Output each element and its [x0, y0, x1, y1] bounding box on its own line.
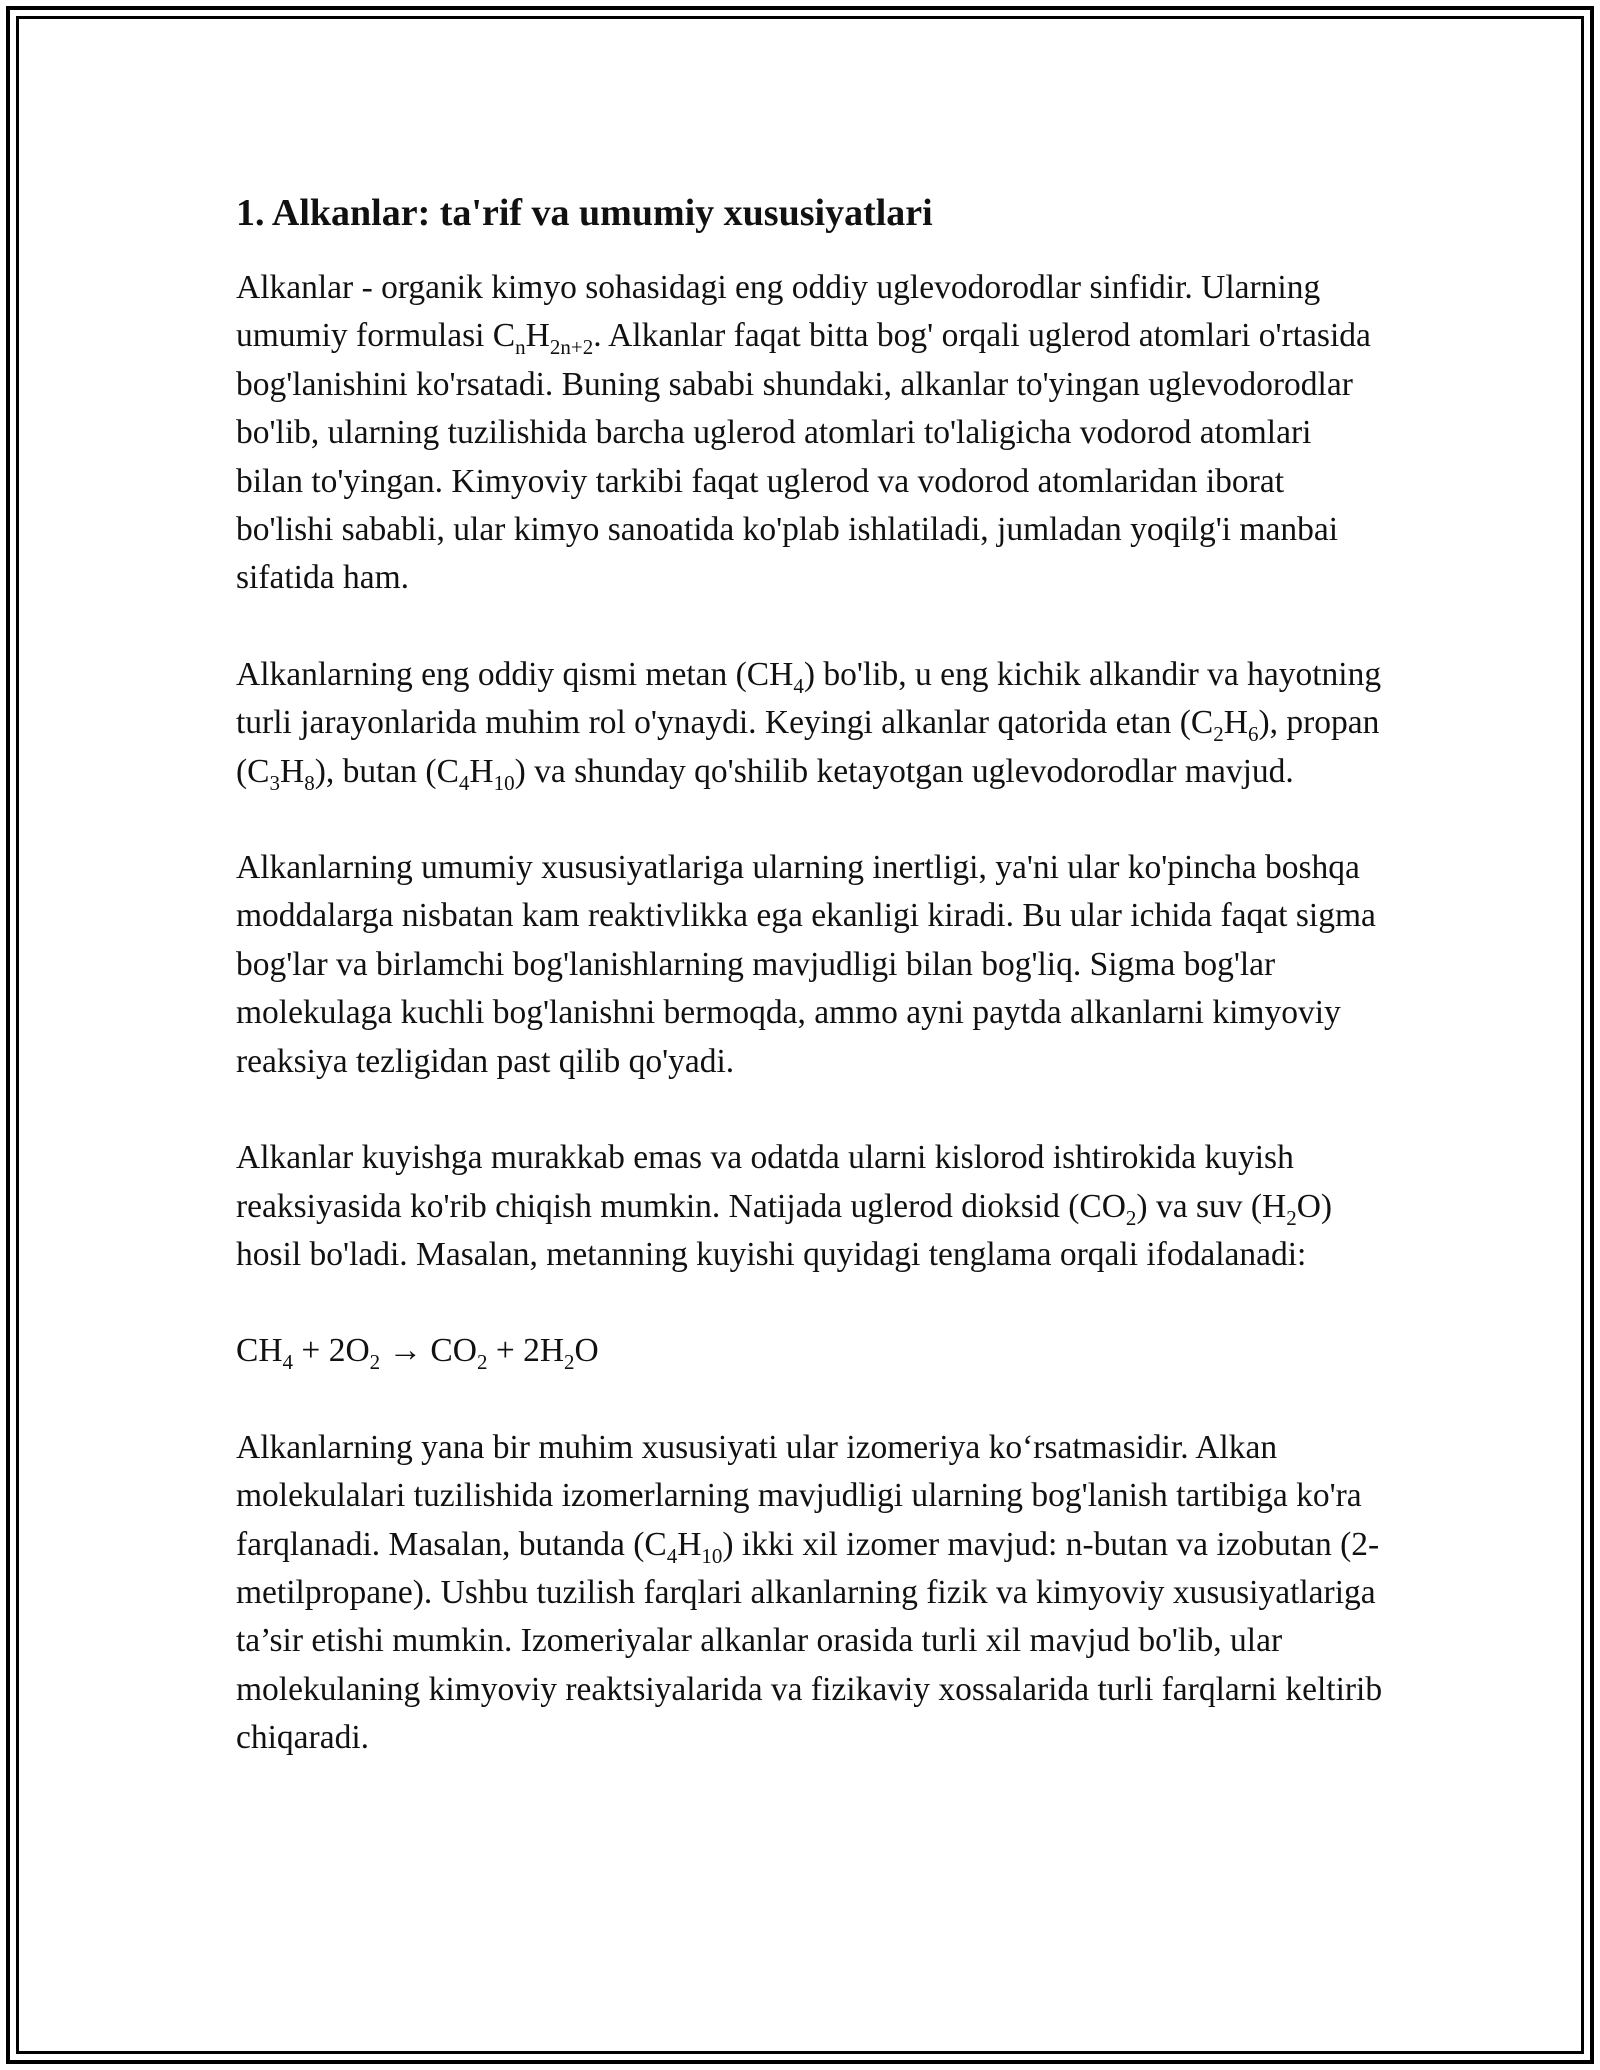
- section-heading: 1. Alkanlar: ta'rif va umumiy xususiyatlari: [236, 192, 933, 234]
- paragraph-definition: Alkanlar - organik kimyo sohasidagi eng oddiy uglevodorodlar sinfidir. Ularning umumiy formulasi $C_nH_{2n+2}$. Alkanlar faqat bitta bog' orqali uglerod atomlari o'rtasida bog'lanishini ko'rsatadi. Buning sababi shundaki, alkanlar to'yingan uglevodorodlar bo'lib, ularning tuzilishida barcha uglerod atomlari to'laligicha vodorod atomlari bilan to'yingan. Kimyoviy tarkibi faqat uglerod va vodorod atomlaridan iborat bo'lishi sababli, ular kimyo sanoatida ko'plab ishlatiladi, jumladan yoqilg'i manbai sifatida ham.: [236, 269, 1371, 597]
- paragraph-examples: Alkanlarning eng oddiy qismi metan $(CH_4)$ bo'lib, u eng kichik alkandir va hayotning turli jarayonlarida muhim rol o'ynaydi. Keyingi alkanlar qatorida etan $(C_2H_6)$, propan $(C_3H_8)$, butan $(C_4H_{10})$ va shunday qo'shilib ketayotgan uglevodorodlar mavjud.: [236, 655, 1382, 795]
- document-body: [236, 188, 1386, 1811]
- combustion-equation: $CH_4 + 2O_2 \to CO_2 + 2H_2O$: [236, 1332, 599, 1375]
- paragraph-properties: Alkanlarning umumiy xususiyatlariga ularning inertligi, ya'ni ular ko'pincha boshqa moddalarga nisbatan kam reaktivlikka ega ekanligi kiradi. Bu ular ichida faqat sigma bog'lar va birlamchi bog'lanishlarning mavjudligi bilan bog'liq. Sigma bog'lar molekulaga kuchli bog'lanishni bermoqda, ammo ayni paytda alkanlarni kimyoviy reaksiya tezligidan past qilib qo'yadi.: [236, 849, 1376, 1080]
- paragraph-combustion: Alkanlar kuyishga murakkab emas va odatda ularni kislorod ishtirokida kuyish reaksiyasida ko'rib chiqish mumkin. Natijada uglerod dioksid $(CO_2)$ va suv $(H_2O)$ hosil bo'ladi. Masalan, metanning kuyishi quyidagi tenglama orqali ifodalanadi:: [236, 1139, 1333, 1273]
- paragraph-isomerism: Alkanlarning yana bir muhim xususiyati ular izomeriya ko‘rsatmasidir. Alkan molekulalari tuzilishida izomerlarning mavjudligi ularning bog'lanish tartibiga ko'ra farqlanadi. Masalan, butanda $(C_4H_{10})$ ikki xil izomer mavjud: n-butan va izobutan (2-metilpropane). Ushbu tuzilish farqlari alkanlarning fizik va kimyoviy xususiyatlariga ta’sir etishi mumkin. Izomeriyalar alkanlar orasida turli xil mavjud bo'lib, ular molekulaning kimyoviy reaktsiyalarida va fizikaviy xossalarida turli farqlarni keltirib chiqaradi.: [236, 1428, 1383, 1757]
